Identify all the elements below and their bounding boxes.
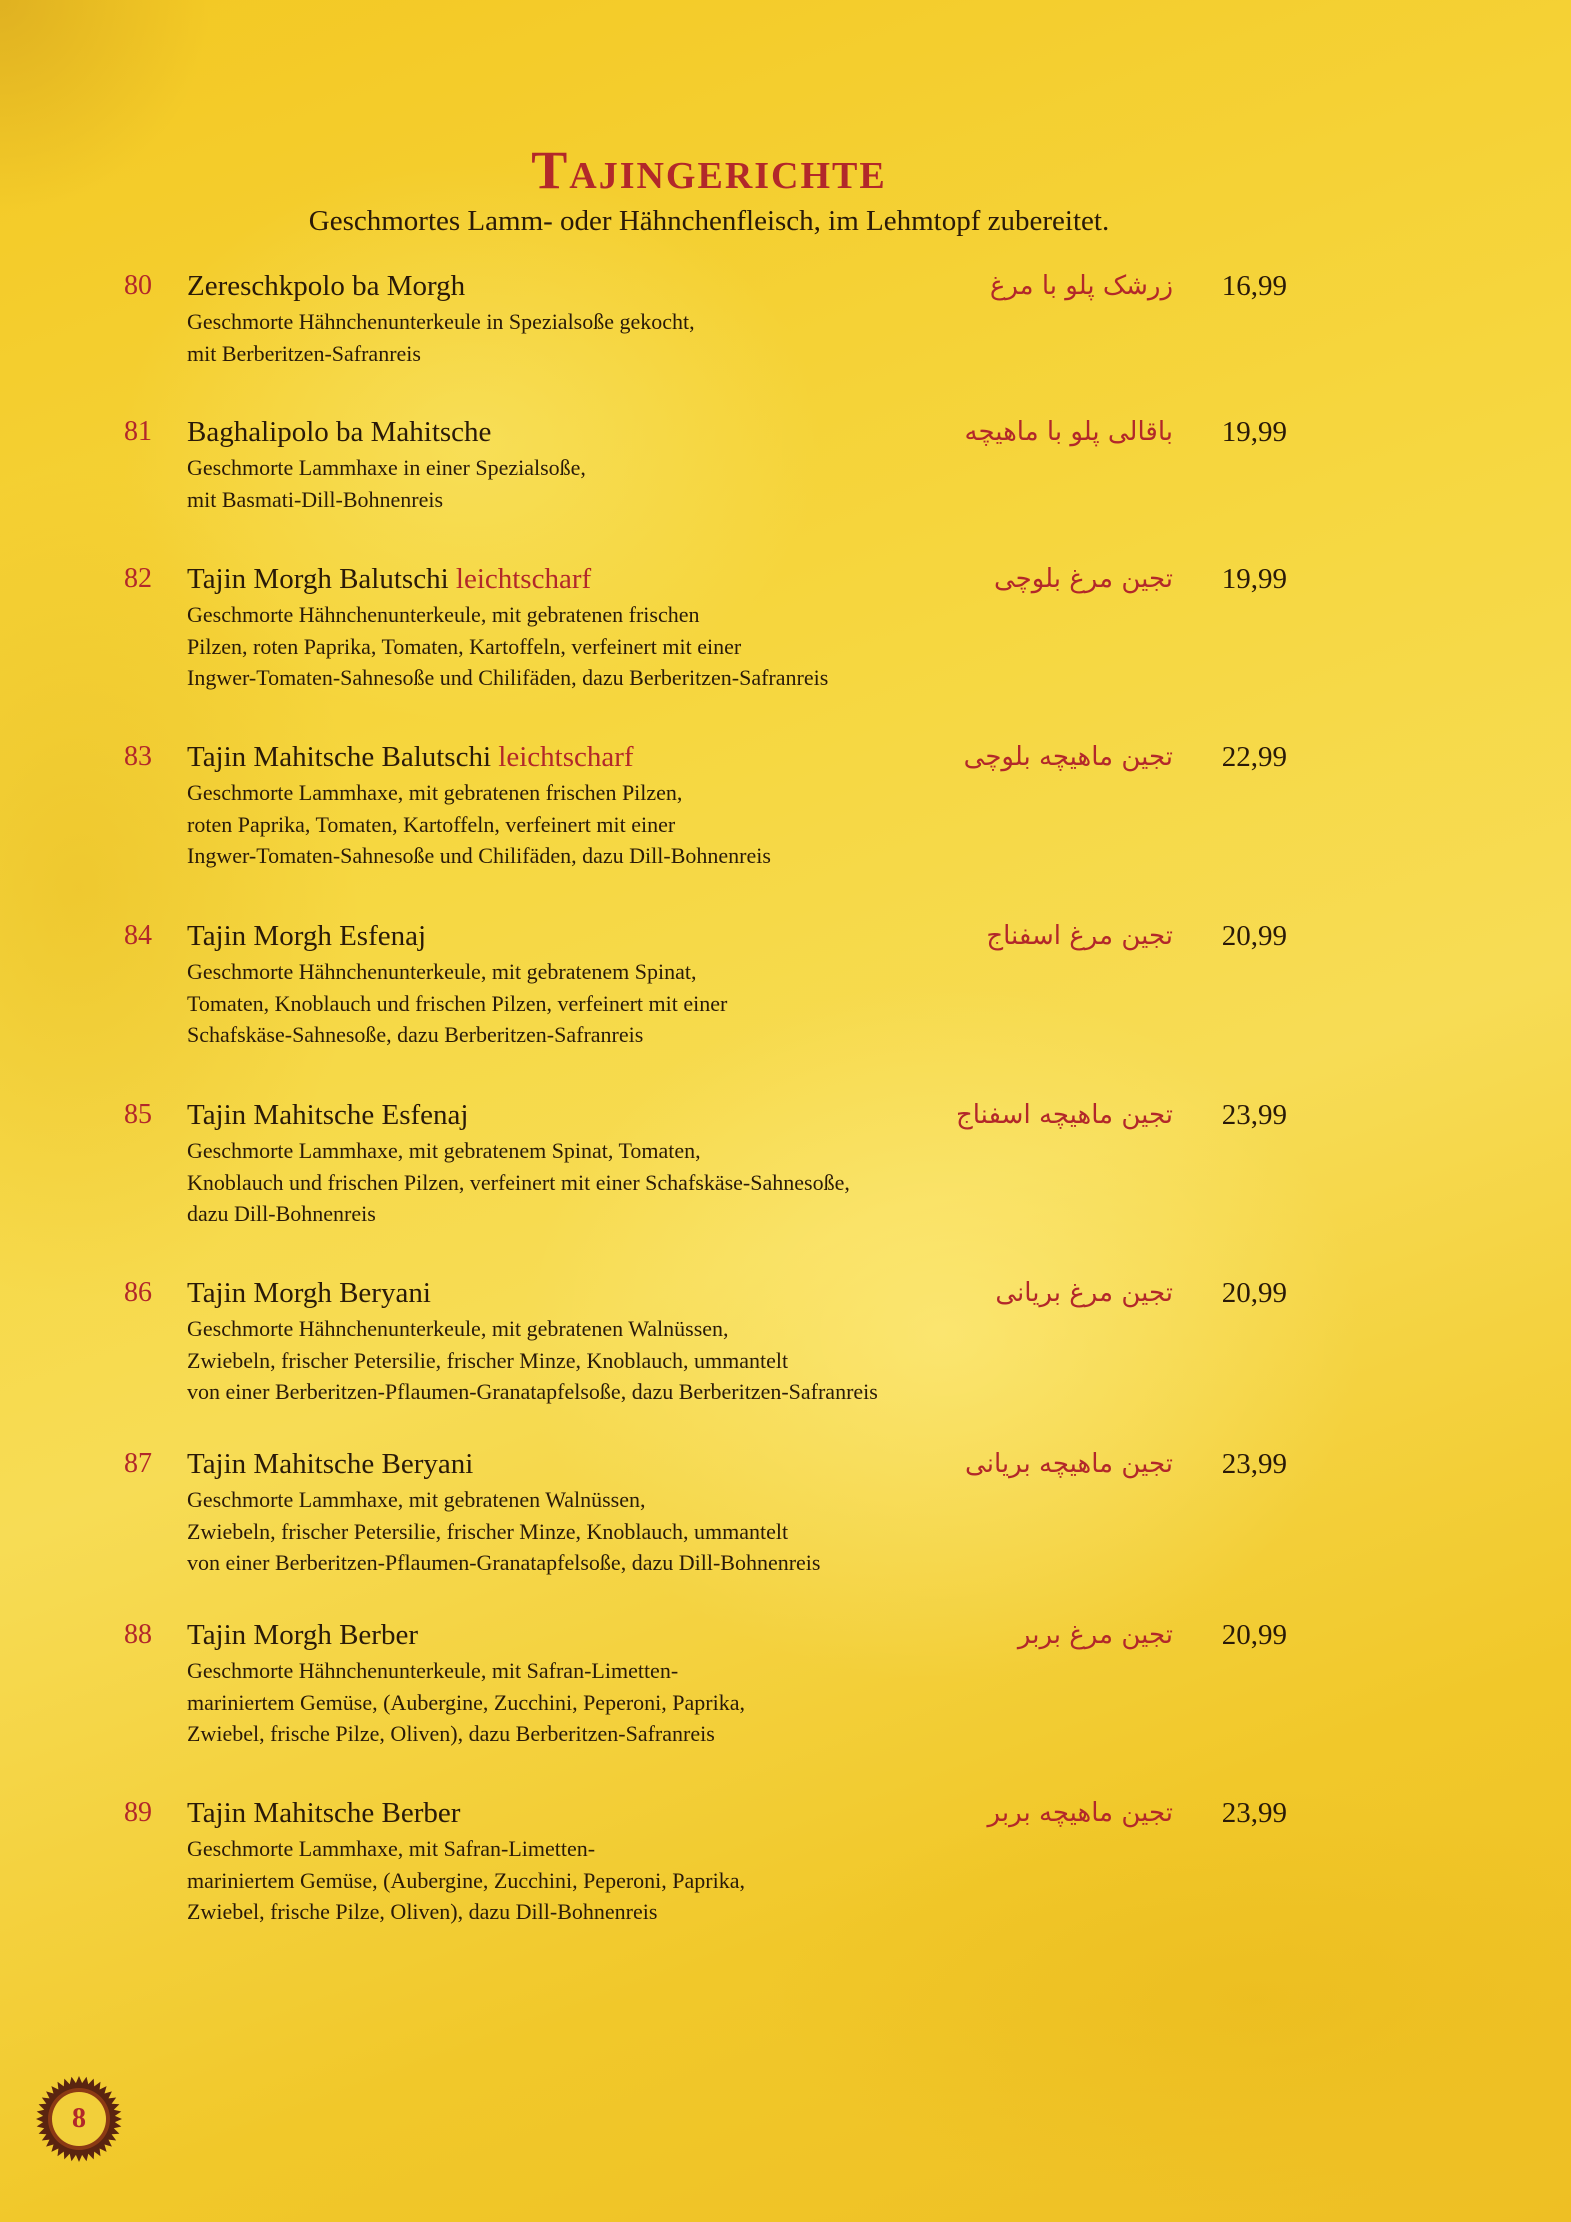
item-name-line	[187, 739, 634, 775]
description-line: mit Berberitzen-Safranreis	[187, 340, 421, 366]
item-farsi-name: باقالی پلو با ماهیچه	[964, 417, 1173, 447]
item-name: Tajin Mahitsche Beryani	[187, 1448, 474, 1480]
item-name-line	[187, 1617, 418, 1653]
page-title: Tajingerichte	[531, 140, 887, 200]
item-price: 20,99	[1221, 920, 1287, 952]
description-line: Geschmorte Hähnchenunterkeule, mit gebratenen frischen	[187, 602, 700, 627]
description-line: Zwiebeln, frischer Petersilie, frischer Minze, Knoblauch, ummantelt	[187, 1518, 789, 1544]
description-line: Zwiebel, frische Pilze, Oliven), dazu Berberitzen-Safranreis	[187, 1721, 715, 1746]
description-line: mariniertem Gemüse, (Aubergine, Zucchini, Peperoni, Paprika,	[187, 1867, 745, 1893]
description-line: Geschmorte Lammhaxe, mit Safran-Limetten-	[187, 1836, 596, 1861]
item-name-line	[187, 561, 591, 597]
description-line: von einer Berberitzen-Pflaumen-Granatapfelsoße, dazu Berberitzen-Safranreis	[187, 1379, 878, 1404]
item-number: 81	[124, 416, 152, 447]
item-description	[187, 1135, 850, 1230]
item-name-line	[187, 918, 426, 954]
description-line: Schafskäse-Sahnesoße, dazu Berberitzen-Safranreis	[187, 1022, 644, 1047]
description-line: Ingwer-Tomaten-Sahnesoße und Chilifäden, dazu Dill-Bohnenreis	[187, 843, 771, 868]
description-line: Knoblauch und frischen Pilzen, verfeinert mit einer Schafskäse-Sahnesoße,	[187, 1169, 850, 1195]
description-line: dazu Dill-Bohnenreis	[187, 1201, 376, 1226]
item-name: Zereschkpolo ba Morgh	[187, 270, 466, 302]
description-line: Geschmorte Hähnchenunterkeule, mit gebratenen Walnüssen,	[187, 1316, 729, 1341]
item-name: Tajin Morgh Balutschi	[187, 563, 449, 595]
item-name-line	[187, 1795, 460, 1831]
page-subtitle: Geschmortes Lamm- oder Hähnchenfleisch, im Lehmtopf zubereitet.	[308, 205, 1110, 237]
item-name: Tajin Morgh Beryani	[187, 1277, 431, 1309]
item-description	[187, 1655, 745, 1750]
description-line: von einer Berberitzen-Pflaumen-Granatapfelsoße, dazu Dill-Bohnenreis	[187, 1550, 821, 1575]
item-farsi-name: تجین مرغ بربر	[1017, 1620, 1173, 1650]
item-farsi-name: تجین مرغ اسفناج	[986, 921, 1173, 951]
description-line: Geschmorte Hähnchenunterkeule, mit Safran-Limetten-	[187, 1658, 679, 1683]
item-name-line	[187, 1275, 431, 1311]
item-number: 87	[124, 1448, 152, 1479]
item-name-line	[187, 414, 491, 450]
item-price: 22,99	[1221, 741, 1287, 773]
item-farsi-name: تجین مرغ بریانی	[995, 1278, 1173, 1308]
description-line: Geschmorte Hähnchenunterkeule in Spezialsoße gekocht,	[187, 309, 695, 334]
item-price: 23,99	[1221, 1797, 1287, 1829]
item-description	[187, 599, 828, 694]
menu-header	[0, 140, 1418, 240]
description-line: Zwiebeln, frischer Petersilie, frischer Minze, Knoblauch, ummantelt	[187, 1347, 789, 1373]
description-line: Pilzen, roten Paprika, Tomaten, Kartoffeln, verfeinert mit einer	[187, 633, 742, 659]
item-description	[187, 1833, 745, 1928]
description-line: roten Paprika, Tomaten, Kartoffeln, verfeinert mit einer	[187, 811, 676, 837]
item-description	[187, 956, 727, 1051]
item-description	[187, 452, 586, 515]
item-number: 82	[124, 563, 152, 594]
item-name-line	[187, 268, 465, 304]
item-price: 16,99	[1221, 270, 1287, 302]
item-number: 80	[124, 270, 152, 301]
item-farsi-name: تجین ماهیچه بلوچی	[963, 742, 1173, 772]
description-line: Geschmorte Lammhaxe, mit gebratenen frischen Pilzen,	[187, 780, 683, 805]
item-price: 23,99	[1221, 1099, 1287, 1131]
item-price: 19,99	[1221, 563, 1287, 595]
description-line: Ingwer-Tomaten-Sahnesoße und Chilifäden, dazu Berberitzen-Safranreis	[187, 665, 829, 690]
item-description	[187, 306, 695, 369]
item-number: 84	[124, 920, 152, 951]
description-line: Geschmorte Hähnchenunterkeule, mit gebratenem Spinat,	[187, 959, 697, 984]
item-name-line	[187, 1446, 473, 1482]
item-number: 83	[124, 741, 152, 772]
item-name: Tajin Mahitsche Esfenaj	[187, 1099, 469, 1131]
description-line: Geschmorte Lammhaxe in einer Spezialsoße,	[187, 455, 586, 480]
item-number: 89	[124, 1797, 152, 1828]
item-farsi-name: تجین ماهیچه اسفناج	[955, 1100, 1173, 1130]
item-price: 20,99	[1221, 1277, 1287, 1309]
item-farsi-name: زرشک پلو با مرغ	[989, 271, 1173, 301]
item-description	[187, 777, 771, 872]
item-number: 88	[124, 1619, 152, 1650]
item-farsi-name: تجین ماهیچه بربر	[987, 1798, 1173, 1828]
item-price: 20,99	[1221, 1619, 1287, 1651]
description-line: Zwiebel, frische Pilze, Oliven), dazu Dill-Bohnenreis	[187, 1899, 658, 1924]
description-line: Geschmorte Lammhaxe, mit gebratenem Spinat, Tomaten,	[187, 1138, 701, 1163]
item-name: Tajin Mahitsche Berber	[187, 1797, 461, 1829]
description-line: mariniertem Gemüse, (Aubergine, Zucchini, Peperoni, Paprika,	[187, 1689, 745, 1715]
item-number: 86	[124, 1277, 152, 1308]
page-number-badge	[36, 2076, 122, 2162]
item-name-line	[187, 1097, 468, 1133]
description-line: mit Basmati-Dill-Bohnenreis	[187, 486, 444, 512]
item-name: Tajin Mahitsche Balutschi	[187, 741, 492, 773]
item-farsi-name: تجین مرغ بلوچی	[994, 564, 1173, 594]
item-farsi-name: تجین ماهیچه بریانی	[965, 1449, 1173, 1479]
description-line: Tomaten, Knoblauch und frischen Pilzen, verfeinert mit einer	[187, 990, 728, 1016]
spicy-tag: leichtscharf	[498, 741, 634, 773]
item-name: Tajin Morgh Esfenaj	[187, 920, 427, 952]
item-name: Baghalipolo ba Mahitsche	[187, 416, 492, 448]
item-number: 85	[124, 1099, 152, 1130]
item-description	[187, 1313, 878, 1408]
item-name: Tajin Morgh Berber	[187, 1619, 418, 1651]
page-number: 8	[72, 2103, 86, 2134]
item-price: 23,99	[1221, 1448, 1287, 1480]
description-line: Geschmorte Lammhaxe, mit gebratenen Walnüssen,	[187, 1487, 646, 1512]
item-price: 19,99	[1221, 416, 1287, 448]
spicy-tag: leichtscharf	[455, 563, 592, 595]
item-description	[187, 1484, 820, 1579]
